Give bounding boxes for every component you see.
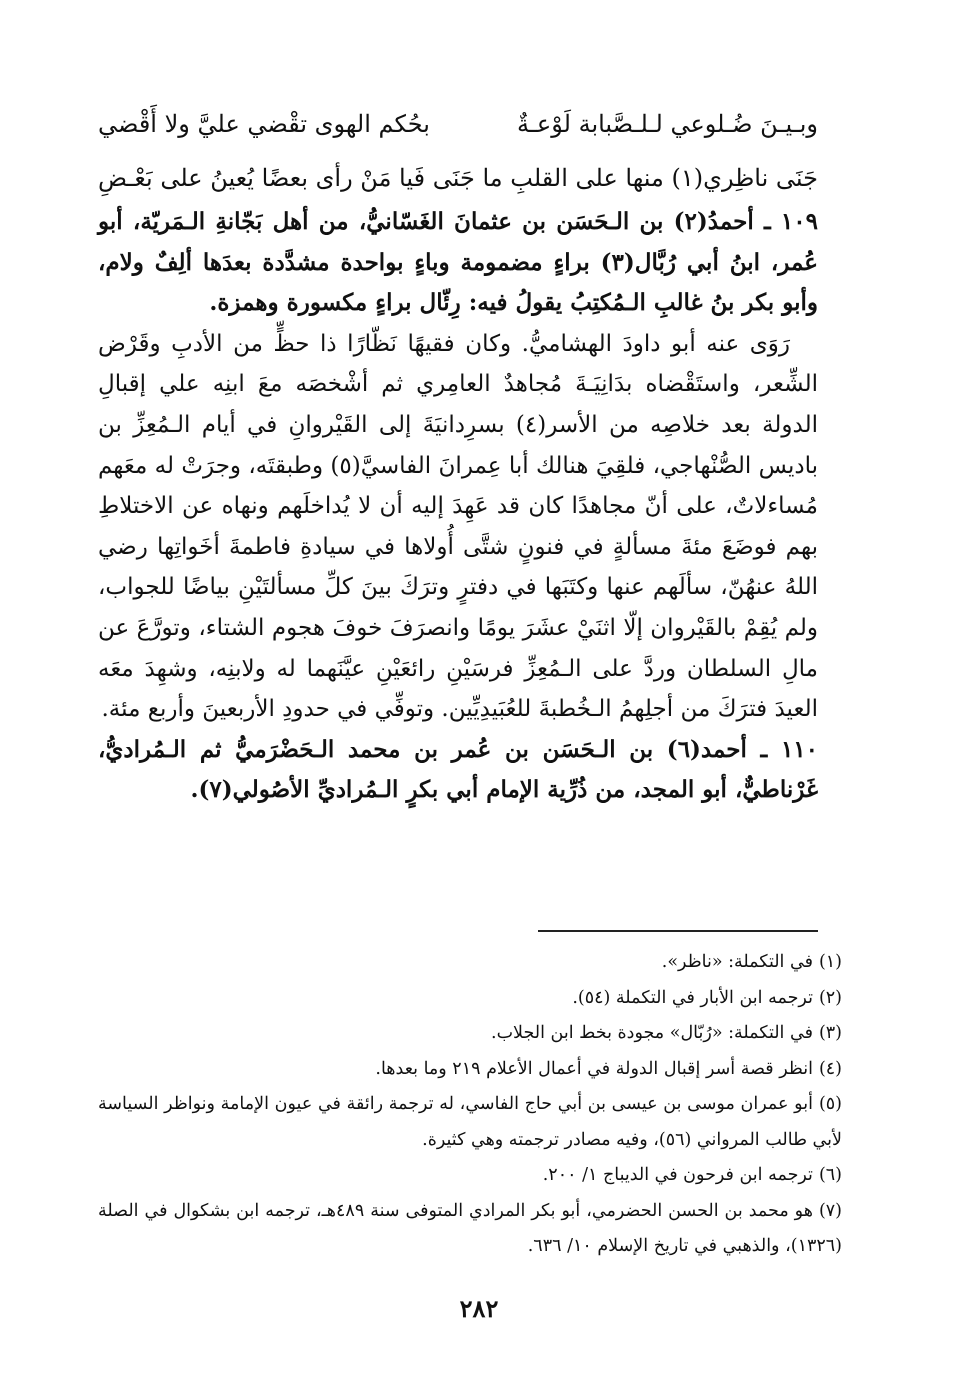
- poem-verse: [98, 104, 818, 144]
- footnote-number: (٦): [818, 1165, 842, 1185]
- verse-first-hemistich: وبـيـنَ ضُـلوعي لـلـصَّبابة لَوْعـةٌ: [517, 110, 818, 138]
- footnote-number: (٣): [818, 1023, 842, 1043]
- footnote-number: (٤): [818, 1058, 842, 1079]
- entry-109-body: رَوَى عنه أبو داودَ الهشاميُّ. وكان فقيهًا نَظّارًا ذا حظٍّ من الأدبِ وقَرْض الشِّعر، واستَقْضاه بدَانِيَـةَ مُجاهدٌ العامِري ثم أشْخصَه معَ ابنِه علي إقبالِ الدولة بعد خلاصِه من الأسر(٤) بسرِدانيَةَ إلى القَيْروانِ في أيام الـمُعِزِّ بن باديس الصُّنْهاجي، فلقِيَ هنالك أبا عِمرانَ الفاسيَّ(٥) وطبقتَه، وجرَتْ له معَهم مُساءلاتٌ، على أنّ مجاهدًا كان قد عَهِدَ إليه أن لا يُداخلَهم ونهاه عن الاختلاطِ بهم فوضَعَ مئةَ مسألةٍ في فنونٍ شتَّى أُولاها في سيادةِ فاطمةَ أخَواتِها رضي اللهُ عنهُنّ، سألَهم عنها وكتَبَها في دفترٍ وترَكَ بينَ كلِّ مسألتَيْنِ بياضًا للجواب، ولم يُقِمْ بالقَيْروان إلّا اثنَيْ عشَرَ يومًا وانصرَفَ خوفَ هجوم الشتاء، وتورَّعَ عن مالِ السلطان وردَّ على الـمُعِزِّ فرسَيْنِ رائعَيْنِ عيَّنَهما له ولابنِه، وشهِدَ معَه العيدَ فترَكَ من أجلِهمُ الـخُطبةَ للعُبَيدِيِّين. وتوفِّي في حدودِ الأربعينَ وأربع مئة.: [98, 330, 819, 723]
- entry-110-heading: ١١٠ ـ أحمد(٦) بن الـحَسَن بن عُمر بن محمد الـحَضْرَميُّ ثم الـمُراديُّ، غَرْناطيٌّ، أبو المجد، من ذُرِّية الإمام أبي بكرٍ الـمُراديِّ الأصُولي(٧).: [98, 735, 818, 804]
- verse-second-hemistich: فَيا مَنْ رأى بعضًا يُعينُ على بَعْـضِ: [98, 164, 426, 192]
- footnote: [98, 1158, 842, 1194]
- footnote: [98, 1194, 842, 1265]
- footnotes: [98, 945, 842, 1265]
- footnote-text: في التكملة: «ناظر».: [661, 952, 813, 972]
- footnote-text: أبو عمران موسى بن عيسى بن أبي حاج الفاسي، له ترجمة رائقة في عيون الإمامة ونواظر السياسة لأبي طالب المرواني (٥٦)، وفيه مصادر ترجمته وهي كثيرة.: [98, 1094, 842, 1150]
- entry-109-heading: ١٠٩ ـ أحمدُ(٢) بن الـحَسَن بن عثمانَ الغَسّانيُّ، من أهل بَجّانةِ الـمَريّة، أبو عُمر، ابنُ أبي رُبَّال(٣) براءٍ مضمومة وباءٍ بواحدة مشدَّدة بعدَها ألِفٌ ولام، وأبو بكر بنُ غالبِ الـمُكتِبُ يقولُ فيه: رِئّال براءٍ مكسورة وهمزة.: [98, 208, 819, 317]
- footnote: [98, 1052, 842, 1088]
- footnote-text: هو محمد بن الحسن الحضرمي، أبو بكر المرادي المتوفى سنة ٤٨٩هـ، ترجمه ابن بشكوال في الصلة (١٣٢٦)، والذهبي في تاريخ الإسلام ١٠/ ٦٣٦.: [98, 1200, 842, 1256]
- footnote-text: انظر قصة أسر إقبال الدولة في أعمال الأعلام ٢١٩ وما بعدها.: [375, 1058, 813, 1079]
- footnote-number: (٧): [818, 1200, 842, 1221]
- verse-second-hemistich: بحُكم الهوى تقْضي عليَّ ولا أَقْضي: [98, 110, 430, 138]
- page-number: ٢٨٢: [459, 1294, 499, 1323]
- footnote-number: (٥): [818, 1094, 842, 1114]
- footnote-text: في التكملة: «رُبّال» مجودة بخط ابن الجلاب.: [491, 1023, 813, 1043]
- footnote-number: (٢): [818, 987, 842, 1008]
- footnote-separator: [538, 930, 818, 932]
- footnote-text: ترجمه ابن فرحون في الديباج ١/ ٢٠٠.: [542, 1165, 813, 1185]
- footnote: [98, 945, 842, 981]
- footnote: [98, 1016, 842, 1052]
- main-text: [98, 202, 818, 811]
- footnote-text: ترجمه ابن الأبار في التكملة (٥٤).: [572, 987, 813, 1008]
- poem-verse: [98, 158, 818, 198]
- footnote: [98, 981, 842, 1017]
- footnote: [98, 1087, 842, 1158]
- footnote-number: (١): [818, 952, 842, 972]
- verse-first-hemistich: جَنَى ناظِري(١) منها على القلبِ ما جَنَى: [432, 164, 818, 192]
